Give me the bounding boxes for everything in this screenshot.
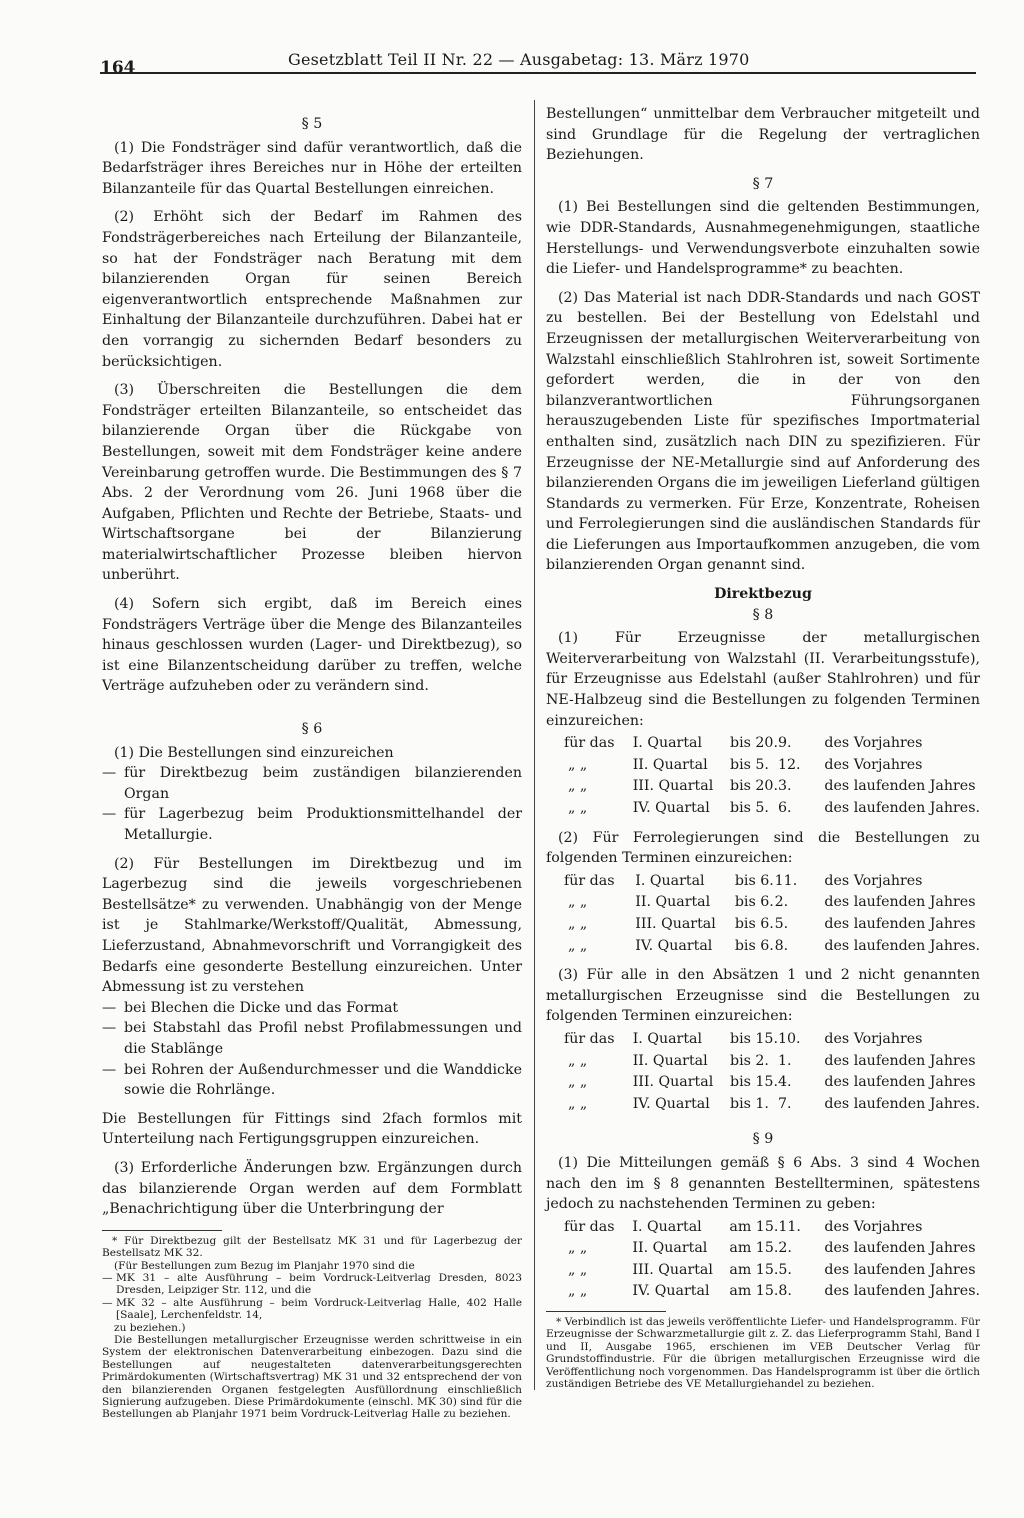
table-cell: III. Quartal — [632, 778, 714, 795]
table-row — [564, 733, 980, 755]
table-cell: für das — [564, 872, 615, 889]
table-cell: 4. — [777, 1074, 792, 1091]
table-cell: I. Quartal — [632, 1218, 702, 1235]
table-cell: bis 5. — [729, 756, 769, 773]
table-cell: II. Quartal — [635, 894, 711, 911]
table-cell: des laufenden Jahres. — [824, 800, 980, 816]
table-cell: II. Quartal — [632, 756, 708, 773]
footnote-5: zu beziehen.) — [114, 1321, 186, 1334]
table-row — [564, 1029, 980, 1051]
table-cell: „ „ — [568, 800, 588, 816]
table-cell: am 15. — [729, 1261, 779, 1278]
table-cell: 11. — [774, 872, 798, 889]
table-cell: des laufenden Jahres. — [824, 1283, 980, 1300]
table-cell: „ „ — [568, 1240, 588, 1257]
table-cell: des Vorjahres — [824, 756, 923, 773]
table-cell: bis 5. — [729, 800, 769, 816]
table-cell: IV. Quartal — [632, 800, 710, 816]
table-cell: 2. — [774, 894, 789, 911]
table-cell: IV. Quartal — [635, 937, 713, 954]
table-cell: des laufenden Jahres. — [824, 1095, 980, 1112]
table-cell: des laufenden Jahres — [824, 1074, 976, 1091]
footnote-6: Die Bestellungen metallurgischer Erzeugnisse werden schrittweise in ein System der elektronischen Datenverarbeitung einbezogen. Dazu sind die Bestellungen auf neugestalteten datenverarbeitungsgerechten Primärdokumenten (Wirtschaftsvertrag) MK 31 und 32 entsprechend der von den bilanzierenden Organen festgelegten Ausfüllordnung einschließlich Signierung aufzugeben. Diese Primärdokumente (einschl. MK 30) sind für die Bestellungen ab Planjahr 1971 beim Vordruck-Leitverlag Halle zu beziehen. — [102, 1333, 522, 1421]
table-cell: 6. — [777, 800, 792, 816]
table-cell: 12. — [777, 756, 801, 773]
table-cell: 11. — [778, 1218, 801, 1235]
list-item: — für Lagerbezug beim Produktionsmittelhandel der Metallurgie. — [102, 806, 522, 843]
list-item: — bei Blechen die Dicke und das Format — [102, 999, 399, 1016]
table-cell: am 15. — [729, 1218, 779, 1235]
table-cell: bis 2. — [729, 1052, 769, 1069]
table-cell: „ „ — [568, 894, 588, 911]
table-cell: 3. — [777, 778, 792, 795]
header-rule — [100, 72, 976, 74]
table-cell: bis 15. — [729, 1074, 778, 1091]
table-cell: I. Quartal — [635, 872, 705, 889]
table-cell: bis 20. — [729, 778, 778, 795]
table-cell: des laufenden Jahres — [824, 915, 976, 932]
table-cell: bis 15. — [729, 1030, 778, 1047]
table-cell: des laufenden Jahres — [824, 1052, 976, 1069]
s5-paragraph-1: (1) Die Fondsträger sind dafür verantwortlich, daß die Bedarfsträger ihres Bereiches nur in Höhe der erteilten Bilanzanteile für das Quartal Bestellungen einreichen. — [102, 139, 522, 197]
footnote-1: * Für Direktbezug gilt der Bestellsatz MK 31 und für Lagerbezug der Bestellsatz MK 32. — [102, 1234, 522, 1260]
page-number: 164 — [100, 58, 136, 78]
table-cell: bis 1. — [729, 1095, 769, 1112]
table-row — [564, 1281, 980, 1303]
s6-paragraph-4: (3) Erforderliche Änderungen bzw. Ergänzungen durch das bilanzierende Organ werden auf dem Formblatt „Benachrichtigung über die Unterbringung der — [102, 1159, 522, 1218]
s8-paragraph-3: (3) Für alle in den Absätzen 1 und 2 nicht genannten metallurgischen Erzeugnisse sind die Bestellungen zu folgenden Terminen einzureichen: — [546, 967, 980, 1025]
table-row — [564, 1238, 980, 1260]
table-row — [564, 755, 980, 777]
running-title: Gesetzblatt Teil II Nr. 22 — Ausgabetag: 13. März 1970 — [288, 50, 750, 69]
table-cell: III. Quartal — [632, 1261, 713, 1278]
table-cell: „ „ — [568, 778, 588, 795]
s7-paragraph-2: (2) Das Material ist nach DDR-Standards und nach GOST zu bestellen. Bei der Bestellung von Edelstahl und Erzeugnissen der metallurgischen Weiterverarbeitung von Walzstahl einschließlich Stahlrohren ist, soweit Sortimente gefordert werden, die in der von den bilanzverantwortlichen Führungsorganen herauszugebenden Liste für spezifisches Importmaterial enthalten sind, zusätzlich nach DIN zu spezifizieren. Für Erzeugnisse der NE-Metallurgie sind auf Anforderung des bilanzierenden Organs die im jeweiligen Lieferland gültigen Standards zu vermerken. Für Erze, Konzentrate, Roheisen und Ferrolegierungen sind die ausländischen Standards für die Lieferungen aus Importaufkommen anzugeben, die vom bilanzierenden Organ genannt sind. — [546, 289, 980, 574]
table-cell: „ „ — [568, 1261, 588, 1278]
s9-paragraph-1: (1) Die Mitteilungen gemäß § 6 Abs. 3 sind 4 Wochen nach den im § 8 genannten Bestellterminen, spätestens jedoch zu nachstehenden Terminen zu geben: — [546, 1154, 980, 1213]
s7-paragraph-1: (1) Bei Bestellungen sind die geltenden Bestimmungen, wie DDR-Standards, Ausnahmegenehmigungen, staatliche Herstellungs- und Verwendungsverbote einzuhalten sowie die Liefer- und Handelsprogramme* zu beachten. — [546, 199, 980, 278]
footnote-rule — [546, 1311, 666, 1312]
s6-paragraph-3: Die Bestellungen für Fittings sind 2fach formlos mit Unterteilung nach Fertigungsgruppen einzureichen. — [102, 1110, 522, 1148]
table-cell: „ „ — [568, 937, 588, 954]
table-cell: I. Quartal — [632, 1030, 703, 1047]
table-cell: 9. — [777, 735, 792, 752]
table-row — [564, 871, 980, 893]
right-column — [546, 104, 980, 1391]
table-cell: am 15. — [729, 1240, 779, 1257]
footnote-4: — MK 32 – alte Ausführung – beim Vordruck-Leitverlag Halle, 402 Halle [Saale], Lerchenfeldstr. 14, — [102, 1296, 522, 1322]
s8-paragraph-2: (2) Für Ferrolegierungen sind die Bestellungen zu folgenden Terminen einzureichen: — [546, 829, 980, 867]
page-header — [100, 46, 980, 76]
table-cell: III. Quartal — [635, 915, 716, 932]
table-cell: 8. — [774, 937, 789, 954]
table-cell: 5. — [778, 1261, 792, 1278]
section-5-heading: § 5 — [301, 116, 323, 132]
table-cell: „ „ — [568, 1095, 588, 1112]
table-cell: IV. Quartal — [632, 1095, 710, 1112]
table-cell: des laufenden Jahres — [824, 1240, 976, 1257]
table-cell: 8. — [778, 1283, 792, 1300]
footnote-3: — MK 31 – alte Ausführung – beim Vordruck-Leitverlag Dresden, 8023 Dresden, Leipziger Str. 112, und die — [102, 1271, 522, 1297]
table-row — [564, 1051, 980, 1073]
table-cell: bis 6. — [734, 937, 774, 954]
section-9-heading: § 9 — [752, 1131, 774, 1148]
s5-paragraph-2: (2) Erhöht sich der Bedarf im Rahmen des Fondsträgerbereiches nach Erteilung der Bilanzanteile, so hat der Fondsträger nach Beratung mit dem bilanzierenden Organ für seinen Bereich eigenverantwortlich entsprechende Maßnahmen zur Einhaltung der Bilanzanteile durchzuführen. Dabei hat er den vorrangig zu sichernden Bedarf besonders zu berücksichtigen. — [102, 209, 522, 370]
table-cell: „ „ — [568, 915, 588, 932]
table-cell: bis 6. — [734, 872, 774, 889]
table-row — [564, 1094, 980, 1116]
table-cell: für das — [564, 735, 615, 752]
table-row — [564, 936, 980, 958]
table-row — [564, 1260, 980, 1282]
table-cell: des Vorjahres — [824, 872, 923, 889]
footnote-2: (Für Bestellungen zum Bezug im Planjahr 1970 sind die — [114, 1259, 415, 1272]
table-cell: III. Quartal — [632, 1074, 714, 1091]
table-cell: II. Quartal — [632, 1240, 708, 1257]
table-cell: 10. — [777, 1030, 801, 1047]
table-cell: des laufenden Jahres — [824, 894, 976, 911]
continued-paragraph: Bestellungen“ unmittelbar dem Verbraucher mitgeteilt und sind Grundlage für die Regelung der vertraglichen Beziehungen. — [546, 106, 980, 164]
table-cell: „ „ — [568, 1283, 588, 1300]
table-cell: II. Quartal — [632, 1052, 708, 1069]
table-cell: „ „ — [568, 756, 588, 773]
deadline-table-3 — [564, 1029, 980, 1115]
section-7-heading: § 7 — [752, 175, 774, 192]
table-cell: bis 6. — [734, 915, 774, 932]
table-row — [564, 798, 980, 820]
deadline-table-4 — [564, 1217, 980, 1303]
s6-paragraph-1: (1) Die Bestellungen sind einzureichen — [114, 744, 394, 761]
table-cell: „ „ — [568, 1074, 588, 1091]
table-cell: 1. — [777, 1052, 792, 1069]
table-row — [564, 892, 980, 914]
table-cell: I. Quartal — [632, 735, 703, 752]
s6-paragraph-2: (2) Für Bestellungen im Direktbezug und im Lagerbezug sind die jeweils vorgeschriebenen Bestellsätze* zu verwenden. Unabhängig von der Menge ist je Stahlmarke/Werkstoff/Qualität, Abmessung, Lieferzustand, Abnahmevorschrift und Vorrangigkeit des Bedarfs eine gesonderte Bestellung einzureichen. Unter Abmessung ist zu verstehen — [102, 855, 522, 996]
table-cell: bis 20. — [729, 735, 778, 752]
footnote-rule — [102, 1230, 222, 1231]
table-cell: des Vorjahres — [824, 1030, 923, 1047]
table-cell: am 15. — [729, 1283, 779, 1300]
s5-paragraph-3: (3) Überschreiten die Bestellungen die dem Fondsträger erteilten Bilanzanteile, so entscheidet das bilanzierende Organ über die Rückgabe von Bestellungen, soweit mit dem Fondsträger keine andere Vereinbarung getroffen wurde. Die Bestimmungen des § 7 Abs. 2 der Verordnung vom 26. Juni 1968 über die Aufgaben, Pflichten und Rechte der Betriebe, Staats- und Wirtschaftsorgane bei der Bilanzierung materialwirtschaftlicher Prozesse bleiben hiervon unberührt. — [102, 382, 522, 584]
footnote-right: * Verbindlich ist das jeweils veröffentlichte Liefer- und Handelsprogramm. Für Erzeugnisse der Schwarzmetallurgie gilt z. Z. das Lieferprogramm Stahl, Band I und II, Ausgabe 1965, erschienen im VEB Deutscher Verlag für Grundstoffindustrie. Für die übrigen metallurgischen Erzeugnisse wird die Veröffentlichung noch vorgenommen. Das Handelsprogramm ist über die örtlich zuständigen Betriebe des VE Metallurgiehandel zu beziehen. — [546, 1316, 980, 1391]
table-cell: des laufenden Jahres. — [824, 937, 980, 954]
list-item: — bei Stabstahl das Profil nebst Profilabmessungen und die Stablänge — [102, 1020, 522, 1057]
table-cell: 7. — [777, 1095, 792, 1112]
s8-paragraph-1: (1) Für Erzeugnisse der metallurgischen Weiterverarbeitung von Walzstahl (II. Verarbeitungsstufe), für Erzeugnisse aus Edelstahl (außer Stahlrohren) und für NE-Halbzeug sind die Bestellungen zu folgenden Terminen einzureichen: — [546, 630, 980, 729]
s5-paragraph-4: (4) Sofern sich ergibt, daß im Bereich eines Fondsträgers Verträge über die Menge des Bilanzanteiles hinaus geschlossen wurden (Lager- und Direktbezug), so ist eine Bilanzentscheidung darüber zu treffen, welche Verträge aufzuheben oder zu verändern sind. — [102, 596, 522, 695]
table-cell: bis 6. — [734, 894, 774, 911]
table-cell: für das — [564, 1218, 615, 1235]
table-cell: „ „ — [568, 1052, 588, 1069]
table-row — [564, 1217, 980, 1239]
column-divider — [534, 100, 535, 1390]
deadline-table-1 — [564, 733, 980, 819]
list-item: — für Direktbezug beim zuständigen bilanzierenden Organ — [102, 765, 522, 802]
table-cell: IV. Quartal — [632, 1283, 710, 1300]
table-cell: des laufenden Jahres — [824, 1261, 976, 1278]
list-item: — bei Rohren der Außendurchmesser und die Wanddicke sowie die Rohrlänge. — [102, 1061, 522, 1099]
table-cell: 5. — [774, 915, 789, 932]
direktbezug-heading: Direktbezug — [714, 586, 812, 603]
table-cell: des Vorjahres — [824, 1218, 923, 1235]
table-cell: 2. — [778, 1240, 792, 1257]
table-row — [564, 1072, 980, 1094]
table-cell: des Vorjahres — [824, 735, 923, 752]
section-6-heading: § 6 — [301, 721, 323, 738]
table-row — [564, 914, 980, 936]
table-cell: des laufenden Jahres — [824, 778, 976, 795]
left-column — [102, 106, 522, 1421]
section-8-heading: § 8 — [752, 606, 774, 623]
deadline-table-2 — [564, 871, 980, 957]
table-cell: für das — [564, 1030, 615, 1047]
table-row — [564, 776, 980, 798]
